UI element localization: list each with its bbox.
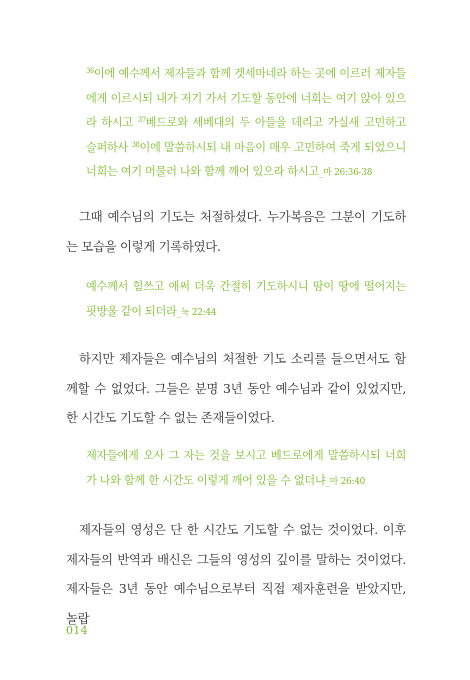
body-paragraph-1 bbox=[66, 202, 406, 261]
quote-2-text: 예수께서 힘쓰고 애써 더욱 간절히 기도하시니 땀이 땅에 떨어지는 핏방울 같이 되더라 bbox=[86, 280, 406, 318]
verse-37-text: 베드로와 세베대의 두 아들을 데리고 가실새 고민하고 슬퍼하사 bbox=[86, 116, 406, 154]
scripture-reference: _눅 22:44 bbox=[176, 307, 217, 318]
scripture-reference: _마 26:36-38 bbox=[318, 168, 373, 179]
scripture-quote-matthew-26-40 bbox=[86, 444, 406, 494]
body-paragraph-2 bbox=[66, 344, 406, 433]
quote-3-text: 제자들에게 오사 그 자는 것을 보시고 베드로에게 말씀하시되 너희가 나와 함께 한 시간도 이렇게 깨어 있을 수 없더냐 bbox=[86, 449, 406, 487]
verse-number-36: 36 bbox=[86, 67, 94, 75]
verse-number-37: 37 bbox=[137, 116, 146, 125]
scripture-reference: _마 26:40 bbox=[325, 476, 366, 487]
scripture-quote-matthew-26-36-38 bbox=[86, 62, 406, 186]
body-paragraph-3-text: 제자들의 영성은 단 한 시간도 기도할 수 없는 것이었다. 이후 제자들의 반역과 배신은 그들의 영성의 깊이를 말하는 것이었다. 제자들은 3년 동안 예수님으로부터 직접 제자훈련을 받았지만, 놀랍 bbox=[66, 522, 406, 626]
verse-38-text: 이에 말씀하시되 내 마음이 매우 고민하여 죽게 되었으니 너희는 여기 머물러 나와 함께 깨어 있으라 하시고 bbox=[86, 140, 406, 179]
body-paragraph-2-text: 하지만 제자들은 예수님의 처절한 기도 소리를 들으면서도 함께할 수 없었다. 그들은 분명 3년 동안 예수님과 같이 있었지만, 한 시간도 기도할 수 없는 존재들이었다. bbox=[66, 351, 406, 425]
verse-36-text: 이에 예수께서 제자들과 함께 겟세마네라 하는 곳에 이르러 제자들에게 이르시되 내가 저기 가서 기도할 동안에 너희는 여기 앉아 있으라 하시고 bbox=[86, 67, 406, 130]
scripture-quote-luke-22-44 bbox=[86, 275, 406, 325]
verse-number-38: 38 bbox=[131, 140, 140, 149]
body-paragraph-1-text: 그때 예수님의 기도는 처절하셨다. 누가복음은 그분이 기도하는 모습을 이렇게 기록하였다. bbox=[66, 209, 406, 254]
body-paragraph-3 bbox=[66, 515, 406, 633]
page-number: 014 bbox=[66, 624, 88, 637]
